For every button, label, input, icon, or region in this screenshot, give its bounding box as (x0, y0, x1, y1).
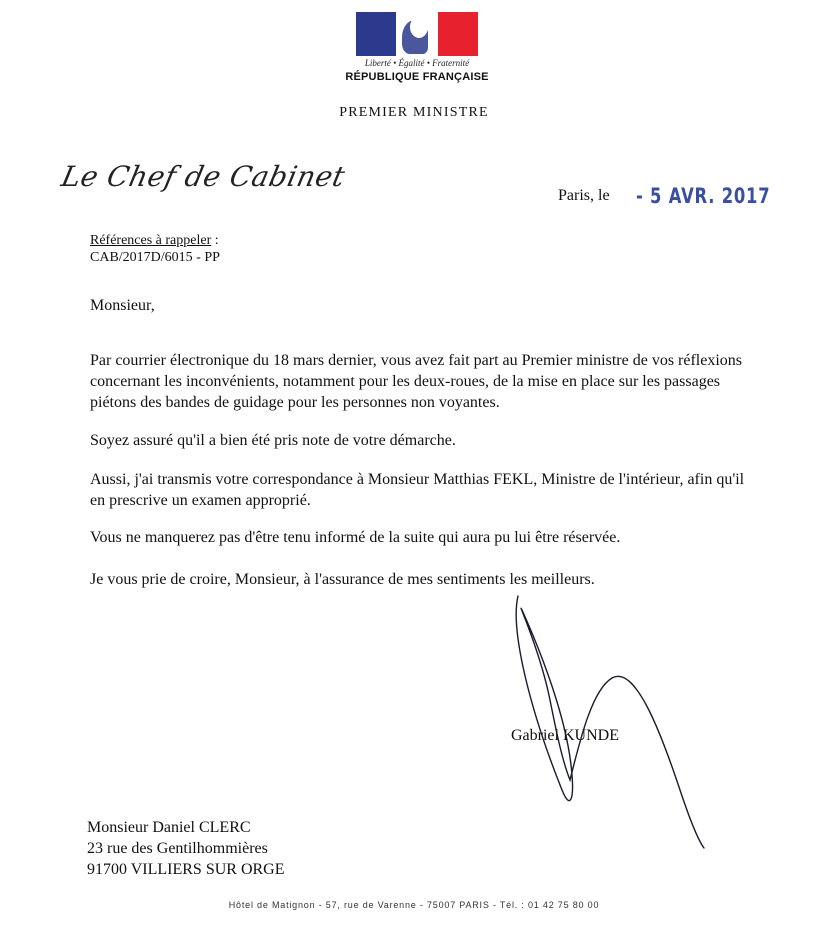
dateline-place: Paris, le (558, 187, 610, 204)
republic-motto: Liberté • Égalité • Fraternité (364, 58, 470, 68)
references-label-text: Références à rappeler (90, 233, 212, 248)
recipient-street: 23 rue des Gentilhommières (87, 840, 268, 857)
references-label (90, 233, 219, 249)
paragraph-5: Je vous prie de croire, Monsieur, à l'assurance de mes sentiments les meilleurs. (90, 571, 595, 588)
republic-name: RÉPUBLIQUE FRANÇAISE (345, 71, 489, 83)
footer-address: Hôtel de Matignon - 57, rue de Varenne - 75007 PARIS - Tél. : 01 42 75 80 00 (228, 900, 600, 910)
paragraph-1: Par courrier électronique du 18 mars dernier, vous avez fait part au Premier ministre de vos réflexions concernant les inconvénients, notamment pour les deux-roues, de la mise en place sur les passages piétons des bandes de guidage pour les personnes non voyantes. (90, 352, 743, 411)
paragraph-3: Aussi, j'ai transmis votre correspondance à Monsieur Matthias FEKL, Ministre de l'intérieur, afin qu'il en prescrive un examen approprié. (90, 471, 745, 509)
recipient-name: Monsieur Daniel CLERC (87, 819, 251, 836)
paragraph-4: Vous ne manquerez pas d'être tenu informé de la suite qui aura pu lui être réservée. (90, 529, 621, 546)
office-title: PREMIER MINISTRE (339, 105, 489, 120)
flag-red-band (438, 12, 478, 56)
salutation: Monsieur, (90, 297, 155, 314)
paragraph-2: Soyez assuré qu'il a bien été pris note de votre démarche. (90, 432, 456, 449)
recipient-city: 91700 VILLIERS SUR ORGE (87, 861, 285, 878)
handwritten-signature (500, 590, 710, 850)
references-label-suffix: : (211, 233, 219, 248)
date-stamp: - 5 AVR. 2017 (636, 184, 771, 208)
marianne-logo (356, 12, 478, 56)
chef-de-cabinet-heading: Le Chef de Cabinet (58, 160, 349, 193)
signer-name: Gabriel KUNDE (511, 727, 619, 744)
references-value: CAB/2017D/6015 - PP (90, 250, 220, 265)
flag-blue-band (356, 12, 396, 56)
marianne-profile (396, 12, 438, 56)
